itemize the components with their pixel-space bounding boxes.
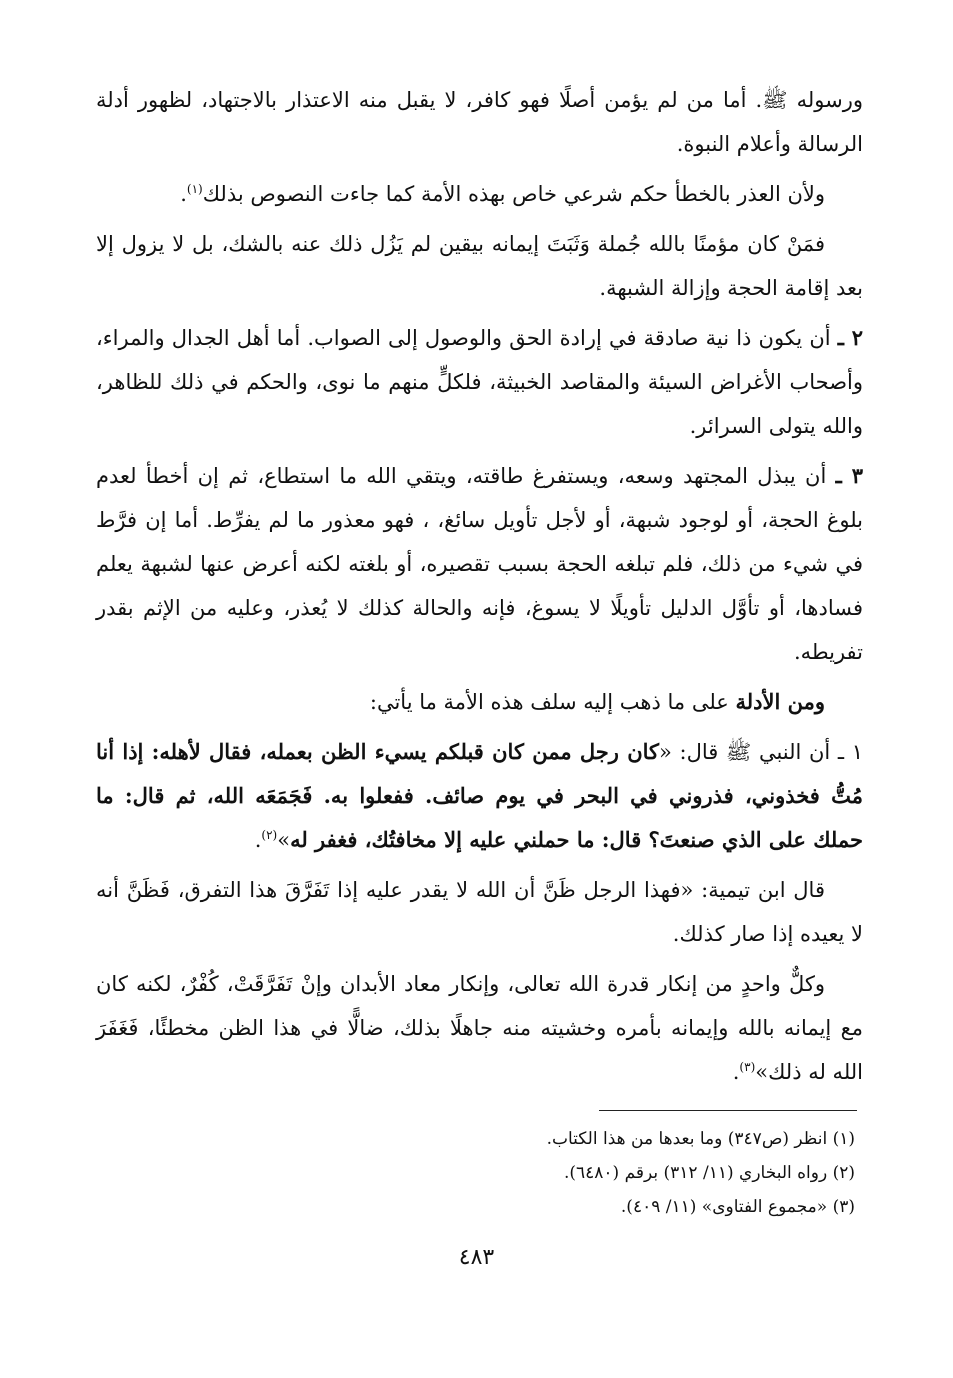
text-run: . <box>732 1060 740 1084</box>
footnote-marker: (١) <box>186 182 203 196</box>
bold-text: كان رجل ممن كان قبلكم يسيء الظن بعمله، فقال لأهله: إذا أنا مُتُّ فخذوني، فذروني في البحر في يوم صائف. ففعلوا به. فَجَمَعَه الله، ثم قال: ما حملك على الذي صنعتَ؟ قال: ما حملني عليه إلا مخافتُك، فغفر له <box>96 739 863 852</box>
text-run: أن يبذل المجتهد وسعه، ويستفرغ طاقته، ويتقي الله ما استطاع، ثم إن أخطأ لعدم بلوغ الحجة، أو لوجود شبهة، أو لأجل تأويل سائغ، ، فهو معذور ما لم يفرِّط. أما إن فرَّط في شيء من ذلك، فلم تبلغه الحجة بسبب تقصيره، أو بلغته لكنه أعرض عنها لشبهة يعلم فسادها، أو تأوَّل الدليل تأويلًا لا يسوغ، فإنه والحالة كذلك لا يُعذر، وعليه من الإثم بقدر تفريطه. <box>96 464 863 664</box>
footnote-item: (٢) رواه البخاري (١١/ ٣١٢) برقم (٦٤٨٠). <box>563 1163 855 1183</box>
footnotes <box>120 1122 855 1224</box>
text-run: وكلٌّ واحدٍ من إنكار قدرة الله تعالى، وإنكار معاد الأبدان وإنْ تَفَرَّقَتْ، كُفْرٌ، لكنه كان مع إيمانه بالله وإيمانه بأمره وخشيته منه جاهلًا بذلك، ضالًّا في هذا الظن مخطئًا، فَغَفَرَ الله له ذلك» <box>96 972 863 1084</box>
bold-text: ٣ ـ <box>835 463 863 488</box>
text-run: قال ابن تيمية: «فهذا الرجل ظَنَّ أن الله لا يقدر عليه إذا تَفَرَّقَ هذا التفرق، فَظَنَّ أنه لا يعيده إذا صار كذلك. <box>96 878 863 946</box>
bold-text: ٢ ـ <box>837 325 863 350</box>
paragraph <box>96 868 863 956</box>
text-run: » <box>277 828 291 852</box>
bold-text: ومن الأدلة <box>735 689 825 714</box>
paragraph <box>96 680 863 724</box>
text-run: ولأن العذر بالخطأ حكم شرعي خاص بهذه الأمة كما جاءت النصوص بذلك <box>202 182 825 206</box>
paragraph <box>96 962 863 1094</box>
text-run: فمَنْ كان مؤمنًا بالله جُملة وَثَبَتَ إيمانه بيقين لم يَزُل ذلك عنه بالشك، بل لا يزول إلا بعد إقامة الحجة وإزالة الشبهة. <box>96 232 863 300</box>
text-run: أن يكون ذا نية صادقة في إرادة الحق والوصول إلى الصواب. أما أهل الجدال والمراء، وأصحاب الأغراض السيئة والمقاصد الخبيثة، فلكلٍّ منهم ما نوى، والحكم في ذلك للظاهر، والله يتولى السرائر. <box>96 326 863 438</box>
main-text <box>96 78 863 1100</box>
footnote-item: (١) انظر (ص٣٤٧) وما بعدها من هذا الكتاب. <box>546 1129 855 1149</box>
footnote-marker: (٣) <box>739 1060 756 1074</box>
paragraph <box>96 730 863 862</box>
paragraph <box>96 222 863 310</box>
text-run: . <box>180 182 187 206</box>
text-run: ورسوله ﷺ. أما من لم يؤمن أصلًا فهو كافر، لا يقبل منه الاعتذار بالاجتهاد، لظهور أدلة الرسالة وأعلام النبوة. <box>96 88 863 156</box>
text-run: . <box>254 828 262 852</box>
footnote-marker: (٢) <box>261 828 278 842</box>
footnote-separator <box>599 1110 857 1111</box>
page-number: ٤٨٣ <box>458 1245 495 1270</box>
paragraph <box>96 316 863 448</box>
paragraph <box>96 454 863 674</box>
paragraph <box>96 78 863 166</box>
footnote-item: (٣) «مجموع الفتاوى» (١١/ ٤٠٩). <box>620 1197 855 1217</box>
text-run: على ما ذهب إليه سلف هذه الأمة ما يأتي: <box>369 690 736 714</box>
text-run: ١ ـ أن النبي ﷺ قال: « <box>659 740 863 764</box>
paragraph <box>96 172 863 216</box>
